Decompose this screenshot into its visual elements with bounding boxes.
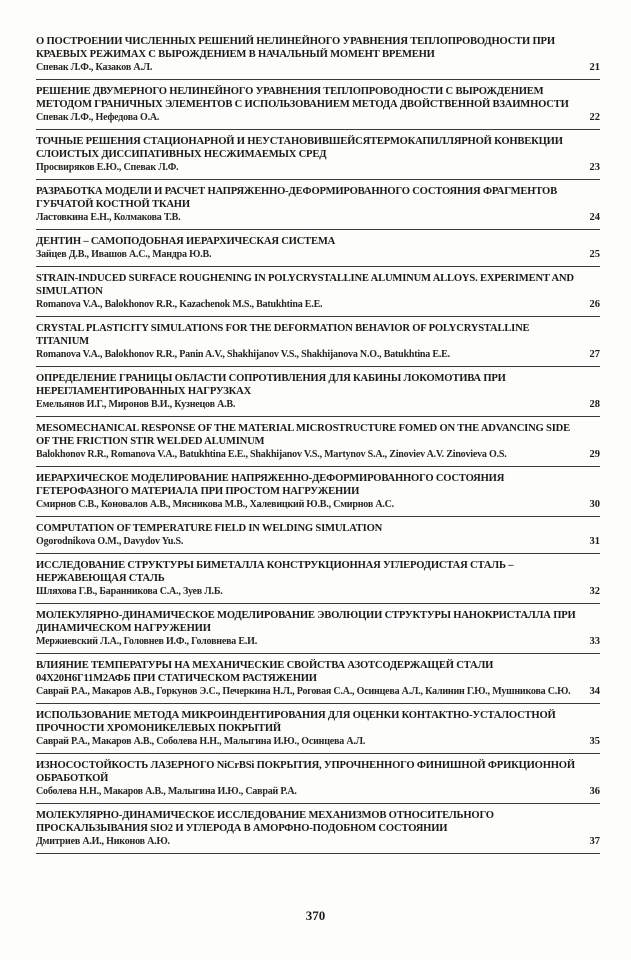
entry-page-number: 31	[589, 536, 600, 548]
toc-entry	[36, 559, 600, 604]
table-of-contents	[36, 35, 600, 859]
entry-authors: Ogorodnikova O.M., Davydov Yu.S.	[36, 536, 184, 547]
entry-title: COMPUTATION OF TEMPERATURE FIELD IN WELDING SIMULATION	[36, 523, 383, 535]
toc-entry	[36, 235, 600, 267]
entry-authors: Шляхова Г.В., Баранникова С.А., Зуев Л.Б.	[36, 586, 223, 597]
toc-entry	[36, 135, 600, 180]
entry-title: МОЛЕКУЛЯРНО-ДИНАМИЧЕСКОЕ ИССЛЕДОВАНИЕ МЕХАНИЗМОВ ОТНОСИТЕЛЬНОГО ПРОСКАЛЬЗЫВАНИЯ SIO2 И УГЛЕРОДА В АМОРФНО-ПОДОБНОМ СОСТОЯНИИ	[36, 810, 494, 835]
page-number: 370	[305, 908, 326, 923]
entry-title: О ПОСТРОЕНИИ ЧИСЛЕННЫХ РЕШЕНИЙ НЕЛИНЕЙНОГО УРАВНЕНИЯ ТЕПЛОПРОВОДНОСТИ ПРИ КРАЕВЫХ РЕЖИМАХ С ВЫРОЖДЕНИЕМ В НАЧАЛЬНЫЙ МОМЕНТ ВРЕМЕНИ	[36, 36, 555, 60]
entry-page-number: 26	[589, 299, 600, 311]
entry-page-number: 28	[589, 399, 600, 411]
entry-title: ИССЛЕДОВАНИЕ СТРУКТУРЫ БИМЕТАЛЛА КОНСТРУКЦИОННАЯ УГЛЕРОДИСТАЯ СТАЛЬ – НЕРЖАВЕЮЩАЯ СТАЛЬ	[36, 560, 514, 585]
entry-authors: Просвиряков Е.Ю., Спевак Л.Ф.	[36, 161, 179, 173]
entry-page-number: 27	[589, 349, 600, 361]
entry-authors: Спевак Л.Ф., Нефедова О.А.	[36, 111, 160, 123]
entry-title: РЕШЕНИЕ ДВУМЕРНОГО НЕЛИНЕЙНОГО УРАВНЕНИЯ ТЕПЛОПРОВОДНОСТИ С ВЫРОЖДЕНИЕМ МЕТОДОМ ГРАНИЧНЫХ ЭЛЕМЕНТОВ С ИСПОЛЬЗОВАНИЕМ МЕТОДА ДВОЙСТВЕННОЙ ВЗАИМНОСТИ	[36, 86, 569, 110]
toc-entry	[36, 472, 600, 517]
toc-entry	[36, 609, 600, 654]
entry-title: РАЗРАБОТКА МОДЕЛИ И РАСЧЕТ НАПРЯЖЕННО-ДЕФОРМИРОВАННОГО СОСТОЯНИЯ ФРАГМЕНТОВ ГУБЧАТОЙ КОСТНОЙ ТКАНИ	[36, 186, 557, 210]
entry-title: ВЛИЯНИЕ ТЕМПЕРАТУРЫ НА МЕХАНИЧЕСКИЕ СВОЙСТВА АЗОТСОДЕРЖАЩЕЙ СТАЛИ 04Х20Н6Г11М2АФБ ПРИ СТАТИЧЕСКОМ РАСТЯЖЕНИИ	[36, 660, 494, 685]
entry-authors: Romanova V.A., Balokhonov R.R., Kazachenok M.S., Batukhtina E.E.	[36, 298, 323, 310]
toc-entry	[36, 85, 600, 130]
entry-title: CRYSTAL PLASTICITY SIMULATIONS FOR THE DEFORMATION BEHAVIOR OF POLYCRYSTALLINE TITANIUM	[36, 323, 530, 347]
entry-page-number: 33	[589, 636, 600, 648]
toc-entry	[36, 272, 600, 317]
entry-page-number: 23	[589, 162, 600, 173]
entry-page-number: 36	[589, 786, 600, 798]
entry-authors: Соболева Н.Н., Макаров А.В., Малыгина И.Ю., Саврай Р.А.	[36, 786, 297, 797]
entry-title: ИЗНОСОСТОЙКОСТЬ ЛАЗЕРНОГО NiCrBSi ПОКРЫТИЯ, УПРОЧНЕННОГО ФИНИШНОЙ ФРИКЦИОННОЙ ОБРАБОТКОЙ	[36, 760, 575, 785]
toc-entry	[36, 372, 600, 417]
entry-authors: Romanova V.A., Balokhonov R.R., Panin A.V., Shakhijanov V.S., Shakhijanova N.O., Batukhtina E.E.	[36, 348, 450, 360]
entry-authors: Спевак Л.Ф., Казаков А.Л.	[36, 61, 153, 73]
entry-title: ОПРЕДЕЛЕНИЕ ГРАНИЦЫ ОБЛАСТИ СОПРОТИВЛЕНИЯ ДЛЯ КАБИНЫ ЛОКОМОТИВА ПРИ НЕРЕГЛАМЕНТИРОВАННЫХ НАГРУЗКАХ	[36, 373, 506, 397]
entry-title: ДЕНТИН – САМОПОДОБНАЯ ИЕРАРХИЧЕСКАЯ СИСТЕМА	[36, 236, 336, 247]
entry-page-number: 24	[589, 212, 600, 223]
entry-title: MESOMECHANICAL RESPONSE OF THE MATERIAL MICROSTRUCTURE FOMED ON THE ADVANCING SIDE OF THE FRICTION STIR WELDED ALUMINUM	[36, 423, 570, 447]
toc-entry	[36, 759, 600, 804]
toc-entry	[36, 709, 600, 754]
entry-title: ТОЧНЫЕ РЕШЕНИЯ СТАЦИОНАРНОЙ И НЕУСТАНОВИВШЕЙСЯТЕРМОКАПИЛЛЯРНОЙ КОНВЕКЦИИ СЛОИСТЫХ ДИССИПАТИВНЫХ НЕСЖИМАЕМЫХ СРЕД	[36, 136, 563, 160]
entry-authors: Саврай Р.А., Макаров А.В., Горкунов Э.С., Печеркина Н.Л., Роговая С.А., Осинцева А.Л., Калинин Г.Ю., Мушникова С.Ю.	[36, 686, 571, 697]
entry-page-number: 25	[589, 249, 600, 261]
entry-authors: Смирнов С.В., Коновалов А.В., Мясникова М.В., Халевицкий Ю.В., Смирнов А.С.	[36, 498, 394, 510]
entry-authors: Дмитриев А.И., Никонов А.Ю.	[36, 836, 170, 847]
entry-page-number: 29	[589, 449, 600, 461]
entry-authors: Саврай Р.А., Макаров А.В., Соболева Н.Н., Малыгина И.Ю., Осинцева А.Л.	[36, 736, 366, 747]
toc-entry	[36, 659, 600, 704]
toc-entry	[36, 522, 600, 554]
entry-authors: Зайцев Д.В., Ивашов А.С., Мандра Ю.В.	[36, 248, 212, 260]
entry-page-number: 35	[589, 736, 600, 748]
toc-entry	[36, 322, 600, 367]
entry-authors: Balokhonov R.R., Romanova V.A., Batukhtina E.E., Shakhijanov V.S., Martynov S.A., Zinoviev A.V. Zinovieva O.S.	[36, 448, 507, 460]
toc-entry	[36, 422, 600, 467]
toc-entry	[36, 35, 600, 80]
entry-title: ИСПОЛЬЗОВАНИЕ МЕТОДА МИКРОИНДЕНТИРОВАНИЯ ДЛЯ ОЦЕНКИ КОНТАКТНО-УСТАЛОСТНОЙ ПРОЧНОСТИ ХРОМОНИКЕЛЕВЫХ ПОКРЫТИЙ	[36, 710, 556, 735]
entry-title: МОЛЕКУЛЯРНО-ДИНАМИЧЕСКОЕ МОДЕЛИРОВАНИЕ ЭВОЛЮЦИИ СТРУКТУРЫ НАНОКРИСТАЛЛА ПРИ ДИНАМИЧЕСКОМ НАГРУЖЕНИИ	[36, 610, 576, 635]
entry-page-number: 32	[589, 586, 600, 598]
entry-page-number: 34	[589, 686, 600, 698]
entry-authors: Ластовкина Е.Н., Колмакова Т.В.	[36, 211, 181, 223]
toc-entry	[36, 809, 600, 854]
toc-entry	[36, 185, 600, 230]
entry-title: ИЕРАРХИЧЕСКОЕ МОДЕЛИРОВАНИЕ НАПРЯЖЕННО-ДЕФОРМИРОВАННОГО СОСТОЯНИЯ ГЕТЕРОФАЗНОГО МАТЕРИАЛА ПРИ ПРОСТОМ НАГРУЖЕНИИ	[36, 473, 505, 497]
entry-title: STRAIN-INDUCED SURFACE ROUGHENING IN POLYCRYSTALLINE ALUMINUM ALLOYS. EXPERIMENT AND SIMULATION	[36, 273, 574, 297]
entry-page-number: 22	[589, 112, 600, 123]
entry-authors: Емельянов И.Г., Миронов В.И., Кузнецов А.В.	[36, 398, 236, 410]
entry-page-number: 37	[589, 836, 600, 848]
entry-page-number: 21	[589, 62, 600, 73]
entry-page-number: 30	[589, 499, 600, 511]
entry-authors: Мержиевский Л.А., Головнев И.Ф., Головнева Е.И.	[36, 636, 258, 647]
